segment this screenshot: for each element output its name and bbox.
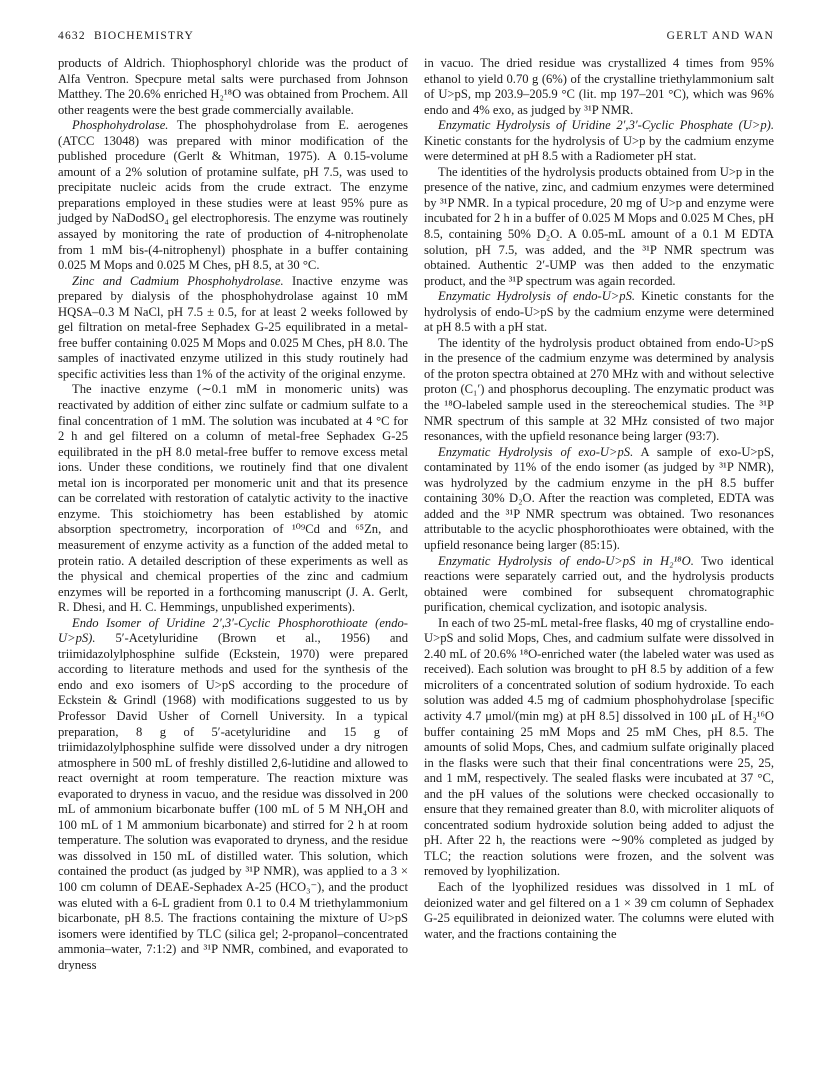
paragraph-text: Inactive enzyme was prepared by dialysis of the phosphohydrolase against 10 mM HQSA–0.3 M NaCl, pH 7.5 ± 0.5, for at least 2 weeks followed by gel filtration on metal-free Sephadex G-25 equilibrated in a metal-free buffer containing 0.025 M Mops and 0.025 M Ches, pH 8.0. The samples of inactivated enzyme utilized in this study routinely had specific activities less than 1% of the activity of the original enzyme. xyxy=(58,273,408,381)
paragraph-text: The phosphohydrolase from E. aerogenes (ATCC 13048) was prepared with minor modification of the published procedure (Gerlt & Whitman, 1975). A 0.15-volume amount of a 2% solution of protamine sulfate, pH 7.5, was used to precipitate nucleic acids from the crude extract. The enzyme preparations employed in these studies were at least 95% pure as judged by NaDodSO₄ gel electrophoresis. The enzyme was routinely assayed by monitoring the rate of production of 4-nitrophenolate from 1 mM bis-(4-nitrophenyl) phosphate in a buffer containing 0.025 M Mops and 0.025 M Ches, pH 8.5, at 30 °C. xyxy=(58,118,409,273)
page-header-left xyxy=(58,30,194,42)
paragraph xyxy=(58,616,408,974)
paragraph xyxy=(424,289,774,336)
section-heading: Enzymatic Hydrolysis of exo-U>pS. xyxy=(438,444,634,459)
paragraph: The identity of the hydrolysis product obtained from endo-U>pS in the presence of the cadmium enzyme was determined by analysis of the proton spectra obtained at 270 MHz with and without selective proton (C₁′) and phosphorus decoupling. The enzymatic product was the ¹⁸O-labeled sample used in the stereochemical studies. The ³¹P NMR spectrum of this sample at 32 MHz consisted of two major resonances, with the upfield resonance being larger (93:7). xyxy=(424,335,774,444)
paragraph: The inactive enzyme (∼0.1 mM in monomeric units) was reactivated by addition of either zinc sulfate or cadmium sulfate to a final concentration of 1 mM. The solution was incubated at 4 °C for 2 h and gel filtered on a column of metal-free Sephadex G-25 equilibrated in the pH 8.0 metal-free buffer to remove excess metal ions. Under these conditions, we routinely find that one divalent metal ion is incorporated per monomeric unit and that its presence can be correlated with restoration of catalytic activity to the inactive enzyme. This stoichiometry has been established by atomic absorption spectrometry, incorporation of ¹⁰⁹Cd and ⁶⁵Zn, and measurement of enzyme activity as a function of the added metal to protein ratio. A detailed description of these experiments as well as the physical and chemical properties of the zinc and cadmium enzymes will be reported in a forthcoming manuscript (J. A. Gerlt, R. Dhesi, and H. C. Hemmings, unpublished experiments). xyxy=(58,382,408,615)
paragraph xyxy=(424,554,774,616)
section-heading: Enzymatic Hydrolysis of endo-U>pS in H₂¹⁸O. xyxy=(438,553,694,568)
right-column xyxy=(424,56,774,942)
paragraph: The identities of the hydrolysis products obtained from U>p in the presence of the native, zinc, and cadmium enzymes were determined by ³¹P NMR. In a typical procedure, 20 mg of U>p and enzyme were incubated for 2 h in a buffer of 0.025 M Mops and 0.025 M Ches, pH 8.5, containing 50% D₂O. A 0.05-mL amount of a 0.1 M EDTA solution, pH 7.5, was added, and the ³¹P NMR spectrum was obtained. Authentic 2′-UMP was then added to the enzymatic product, and the ³¹P spectrum was again recorded. xyxy=(424,164,774,288)
paragraph xyxy=(58,274,408,383)
left-column xyxy=(58,56,408,973)
paragraph: Each of the lyophilized residues was dissolved in 1 mL of deionized water and gel filtered on a 1 × 39 cm column of Sephadex G-25 equilibrated in deionized water. The columns were eluted with water, and the fractions containing the xyxy=(424,879,774,941)
journal-name: BIOCHEMISTRY xyxy=(93,30,194,42)
paragraph xyxy=(58,118,408,273)
paragraph: In each of two 25-mL metal-free flasks, 40 mg of crystalline endo-U>pS and solid Mops, Ches, and cadmium sulfate were dissolved in 2.40 mL of 20.6% ¹⁸O-enriched water (the labeled water was used as received). Each solution was brought to pH 8.5 by addition of a few microliters of a concentrated solution of sodium hydroxide. To each solution was added 4.5 mg of cadmium phosphohydrolase [specific activity 4.7 μmol/(min mg) at pH 8.5] dissolved in 100 μL of H₂¹⁶O buffer containing 25 mM Mops and 25 mM Ches, pH 8.5. The amounts of solid Mops, Ches, and cadmium sulfate originally placed in the flasks were such that their final concentrations were 25, 25, and 1 mM, respectively. The sealed flasks were incubated at 37 °C, and the pH values of the solutions were checked occasionally to ensure that they remained greater than 8.0, with microliter aliquots of concentrated sodium hydroxide solution being added to adjust the pH. After 22 h, the reactions were ∼90% completed as judged by TLC; the reaction solutions were frozen, and the solvent was removed by lyophilization. xyxy=(424,615,774,879)
paragraph xyxy=(424,445,774,554)
paragraph-text: 5′-Acetyluridine (Brown et al., 1956) and triimidazolylphosphine sulfide (Eckstein, 1970) were prepared according to literature methods and used for the synthesis of the endo and exo isomers of U>pS according to the procedure of Eckstein & Grindl (1968) with modifications suggested to us by Professor David Usher of Cornell University. In a typical preparation, 8 g of 5′-acetyluridine and 15 g of triimidazolylphosphine sulfide were dissolved under a dry nitrogen atmosphere in 500 mL of freshly distilled 2,6-lutidine and allowed to react overnight at room temperature. The reaction mixture was evaporated to dryness in vacuo, and the residue was dissolved in 200 mL of ammonium bicarbonate buffer (100 mL of 5 M NH₄OH and 100 mL of 1 M ammonium bicarbonate) and stirred for 2 h at room temperature. The solution was evaporated to dryness, and the residue was dissolved in 150 mL of distilled water. This solution, which contained the product (as judged by ³¹P NMR), was applied to a 3 × 100 cm column of DEAE-Sephadex A-25 (HCO₃⁻), and the product was eluted with a 6-L gradient from 0.1 to 0.4 M triethylammonium bicarbonate, pH 8.5. The fractions containing the mixture of U>pS isomers were identified by TLC (silica gel; 2-propanol–concentrated ammonia–water, 7:1:2) and ³¹P NMR, combined, and evaporated to dryness xyxy=(58,631,408,972)
section-heading: Enzymatic Hydrolysis of endo-U>pS. xyxy=(438,289,636,304)
paragraph-text: Kinetic constants for the hydrolysis of endo-U>pS by the cadmium enzyme were determined at pH 8.5 with a pH stat. xyxy=(424,289,774,335)
section-heading: Endo Isomer of Uridine 2′,3′-Cyclic Phosphorothioate (endo-U>pS). xyxy=(58,615,408,646)
paragraph-text: A sample of exo-U>pS, contaminated by 11% of the endo isomer (as judged by ³¹P NMR), was hydrolyzed by the cadmium enzyme in the pH 8.5 buffer containing 30% D₂O. After the reaction was completed, EDTA was added and the ³¹P NMR spectrum was obtained. Two resonances attributable to the acyclic phosphorothioates were obtained, with the upfield resonance being larger (85:15). xyxy=(424,444,774,552)
paragraph-text: Two identical reactions were separately carried out, and the hydrolysis products obtained were combined for subsequent chromatographic purification, chemical cyclization, and isotopic analysis. xyxy=(424,553,774,615)
paragraph xyxy=(424,118,774,165)
header-authors: GERLT AND WAN xyxy=(666,30,774,42)
section-heading: Phosphohydrolase. xyxy=(72,118,169,133)
page-number: 4632 xyxy=(58,30,86,42)
paragraph: products of Aldrich. Thiophosphoryl chloride was the product of Alfa Ventron. Specpure metal salts were purchased from Johnson Matthey. The 20.6% enriched H₂¹⁸O was obtained from Prochem. All other reagents were the best grade commercially available. xyxy=(58,56,408,117)
paragraph: in vacuo. The dried residue was crystallized 4 times from 95% ethanol to yield 0.70 g (6%) of the crystalline triethylammonium salt of U>pS, mp 203.9–205.9 °C (lit. mp 197–201 °C), which was 96% endo and 4% exo, as judged by ³¹P NMR. xyxy=(424,56,774,117)
running-header xyxy=(58,30,774,46)
section-heading: Zinc and Cadmium Phosphohydrolase. xyxy=(72,273,284,288)
section-heading: Enzymatic Hydrolysis of Uridine 2′,3′-Cyclic Phosphate (U>p). xyxy=(438,118,774,133)
paragraph-text: Kinetic constants for the hydrolysis of U>p by the cadmium enzyme were determined at pH 8.5 with a Radiometer pH stat. xyxy=(424,133,774,164)
